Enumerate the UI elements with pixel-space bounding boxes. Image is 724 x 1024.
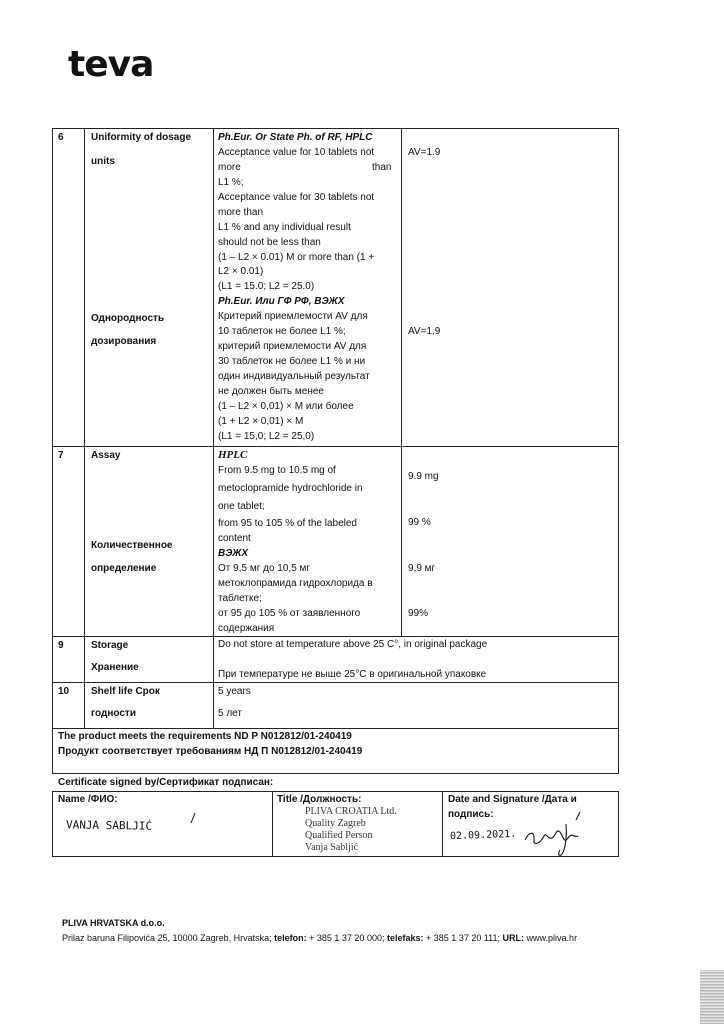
signature-header: Certificate signed by/Сертификат подписан: (58, 777, 274, 788)
row-number: 10 (58, 686, 70, 697)
parameter-name-ru: определение (91, 563, 157, 574)
spec-text: content (218, 533, 251, 544)
spec-text-ru: содержания (218, 623, 275, 634)
footer-fax-label: telefaks: (386, 933, 424, 943)
table-border (401, 128, 402, 636)
parameter-name: Assay (91, 450, 121, 461)
row-number: 6 (58, 132, 64, 143)
spec-text: than (372, 162, 392, 173)
spec-text-ru: от 95 до 105 % от заявленного (218, 608, 361, 619)
spec-text: one tablet; (218, 501, 265, 512)
spec-text: L1 % and any individual result (218, 222, 351, 233)
spec-text: more than (218, 207, 264, 218)
spec-text: From 9.5 mg to 10.5 mg of (218, 465, 336, 476)
spec-text-ru: 30 таблеток не более L1 % и ни (218, 356, 366, 367)
footer-tel: + 385 1 37 20 000; (309, 933, 385, 943)
parameter-name-ru: Количественное (91, 540, 173, 551)
parameter-name: Uniformity of dosage (91, 132, 192, 143)
table-border (52, 791, 53, 856)
stamp-line: Quality Zagreb (305, 818, 366, 829)
spec-text-ru: (L1 = 15,0; L2 = 25,0) (218, 431, 315, 442)
result-value: AV=1.9 (408, 147, 441, 158)
date-handwritten: 02.09.2021. (449, 828, 517, 843)
signer-name-handwritten: VANJA SABLJIĆ (65, 818, 153, 833)
method-label: Ph.Eur. Or State Ph. of RF, HPLC (218, 132, 373, 143)
stamp-line: Qualified Person (305, 830, 373, 841)
stamp-line: Vanja Sabljić (305, 842, 359, 853)
spec-text: Acceptance value for 30 tablets not (218, 192, 375, 203)
spec-text-ru: один индивидуальный результат (218, 371, 370, 382)
spec-text: more (218, 162, 241, 173)
footer-url: www.pliva.hr (526, 933, 578, 943)
method-label: HPLC (218, 449, 248, 461)
spec-text-ru: 10 таблеток не более L1 %; (218, 326, 346, 337)
result-value-ru: AV=1,9 (408, 326, 441, 337)
spec-text-ru: От 9,5 мг до 10,5 мг (218, 563, 311, 574)
footer-tel-label: telefon: (274, 933, 307, 943)
storage-text: Do not store at temperature above 25 C°, in original package (218, 639, 488, 650)
footer-address-text: Prilaz baruna Filipovića 25, 10000 Zagreb, Hrvatska; (62, 933, 272, 943)
table-border (52, 728, 619, 729)
table-border (52, 128, 53, 774)
table-border (618, 791, 619, 856)
spec-text: L2 × 0.01) (218, 266, 264, 277)
table-border (52, 682, 619, 683)
stamp-line: PLIVA CROATIA Ltd. (305, 806, 397, 817)
storage-text-ru: При температуре не выше 25°C в оригинальной упаковке (218, 669, 487, 680)
footer-company: PLIVA HRVATSKA d.o.o. (62, 918, 165, 928)
compliance-statement: The product meets the requirements ND P N012812/01-240419 (58, 731, 352, 742)
result-value-ru: 99% (408, 608, 429, 619)
result-value-ru: 9,9 мг (408, 563, 436, 574)
shelf-life-value: 5 years (218, 686, 251, 697)
row-number: 7 (58, 450, 64, 461)
spec-text: should not be less than (218, 237, 321, 248)
parameter-name-ru: Хранение (91, 662, 139, 673)
spec-text-ru: таблетке; (218, 593, 262, 604)
table-border (52, 636, 619, 637)
name-label: Name /ФИО: (58, 794, 118, 805)
parameter-name: Shelf life Срок (91, 686, 160, 697)
shelf-life-value-ru: 5 лет (218, 708, 242, 719)
spec-text-ru: критерий приемлемости AV для (218, 341, 367, 352)
date-label: Date and Signature /Дата и (448, 794, 577, 805)
spec-text: (1 – L2 × 0.01) M or more than (1 + (218, 252, 375, 263)
spec-text: metoclopramide hydrochloride in (218, 483, 363, 494)
handwritten-signature (520, 810, 590, 860)
table-border (52, 791, 619, 792)
table-border (213, 128, 214, 728)
spec-text: (L1 = 15.0; L2 = 25.0) (218, 281, 315, 292)
spec-text-ru: (1 – L2 × 0,01) × M или более (218, 401, 354, 412)
spec-text-ru: метоклопрамида гидрохлорида в (218, 578, 373, 589)
teva-logo: teva (68, 44, 154, 85)
result-value: 9.9 mg (408, 471, 439, 482)
spec-text: Acceptance value for 10 tablets not (218, 147, 375, 158)
table-border (442, 791, 443, 856)
spec-text: L1 %; (218, 177, 244, 188)
spec-text: from 95 to 105 % of the labeled (218, 518, 357, 529)
compliance-statement-ru: Продукт соответствует требованиям НД П N012812/01-240419 (58, 746, 363, 757)
spec-text-ru: (1 + L2 × 0,01) × M (218, 416, 304, 427)
table-border (84, 128, 85, 728)
table-border (618, 128, 619, 774)
title-label: Title /Должность: (277, 794, 362, 805)
table-border (272, 791, 273, 856)
footer-fax: + 385 1 37 20 111; (426, 933, 501, 943)
parameter-name-ru: Однородность (91, 313, 165, 324)
method-label-ru: ВЭЖХ (218, 548, 249, 559)
table-border (52, 128, 619, 129)
result-value: 99 % (408, 517, 431, 528)
row-number: 9 (58, 640, 64, 651)
scan-artifact (700, 970, 724, 1024)
method-label-ru: Ph.Eur. Или ГФ РФ, ВЭЖХ (218, 296, 345, 307)
signature-mark (188, 812, 198, 824)
footer-url-label: URL: (502, 933, 525, 943)
parameter-name-ru: годности (91, 708, 136, 719)
parameter-name: units (91, 156, 115, 167)
parameter-name: Storage (91, 640, 129, 651)
table-border (52, 446, 619, 447)
parameter-name-ru: дозирования (91, 336, 157, 347)
spec-text-ru: не должен быть менее (218, 386, 324, 397)
table-border (52, 773, 619, 774)
date-label: подпись: (448, 809, 494, 820)
spec-text-ru: Критерий приемлемости AV для (218, 311, 368, 322)
footer-address (62, 933, 577, 943)
